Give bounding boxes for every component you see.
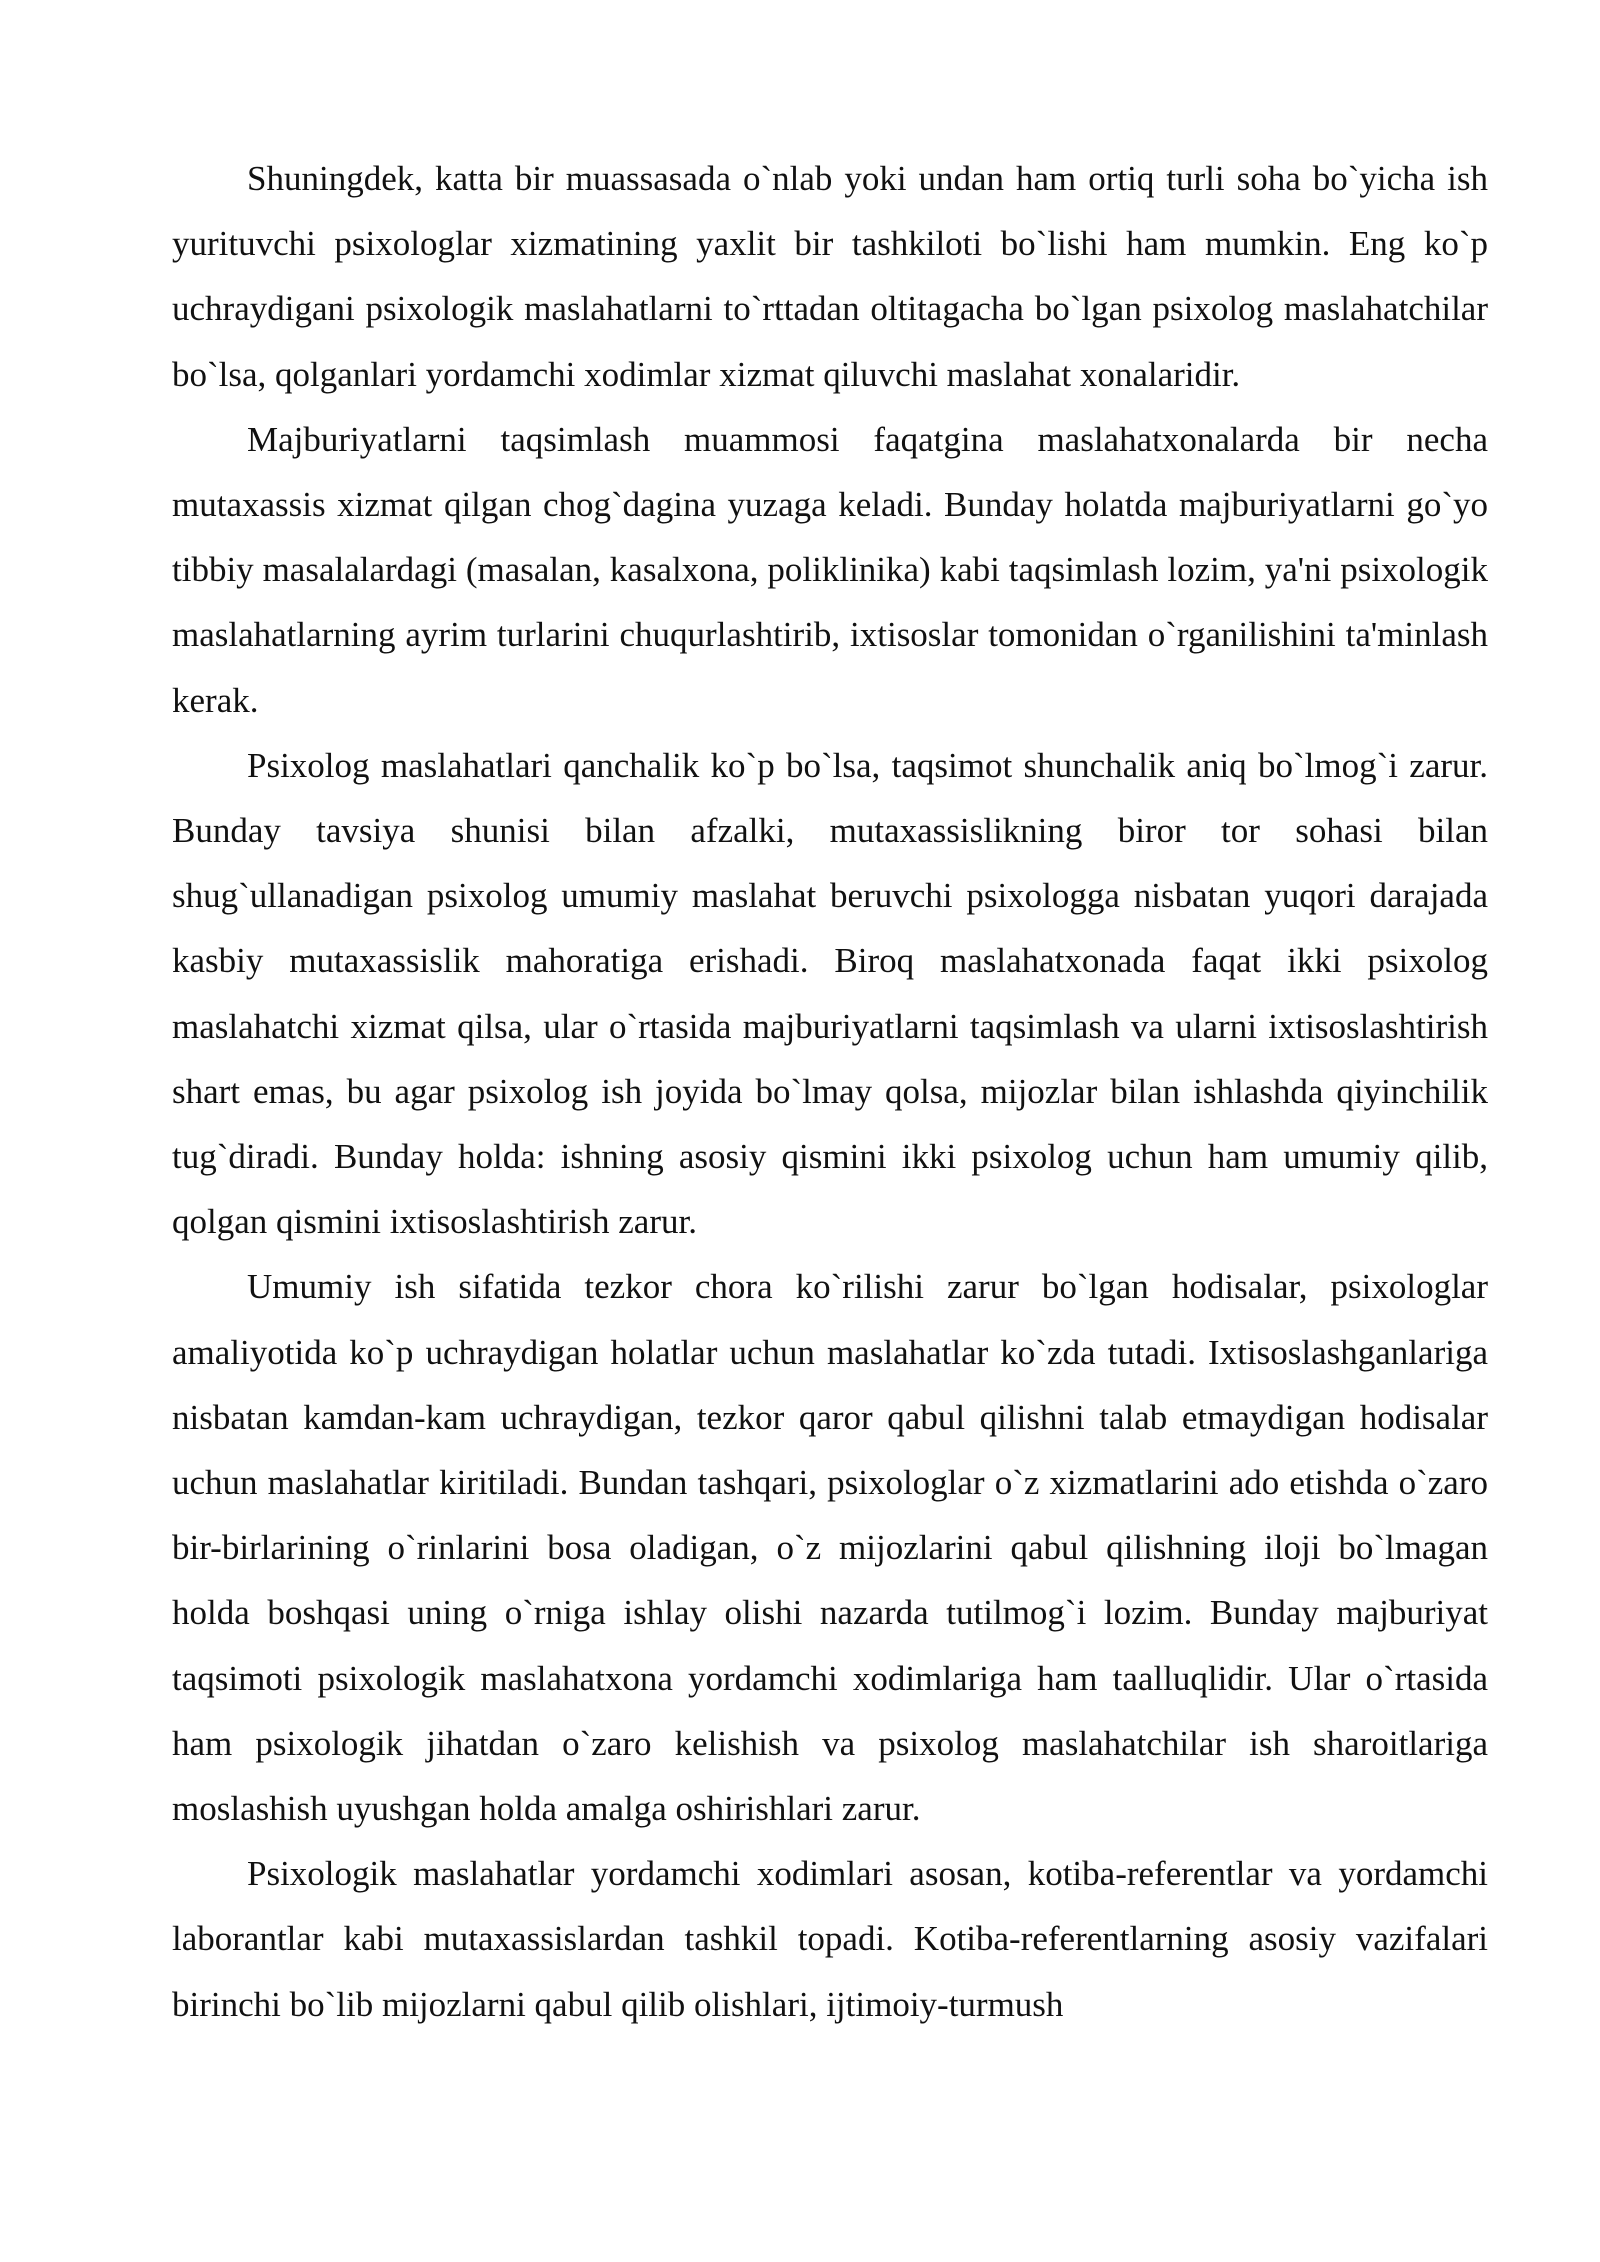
paragraph: Psixolog maslahatlari qanchalik ko`p bo`lsa, taqsimot shunchalik aniq bo`lmog`i zarur. Bunday tavsiya shunisi bilan afzalki, mutaxassislikning biror tor sohasi bilan shug`ullanadigan psixolog umumiy maslahat beruvchi psixologga nisbatan yuqori darajada kasbiy mutaxassislik mahoratiga erishadi. Biroq maslahatxonada faqat ikki psixolog maslahatchi xizmat qilsa, ular o`rtasida majburiyatlarni taqsimlash va ularni ixtisoslashtirish shart emas, bu agar psixolog ish joyida bo`lmay qolsa, mijozlar bilan ishlashda qiyinchilik tug`diradi. Bunday holda: ishning asosiy qismini ikki psixolog uchun ham umumiy qilib, qolgan qismini ixtisoslashtirish zarur. [172,745,1488,1242]
paragraph: Majburiyatlarni taqsimlash muammosi faqatgina maslahatxonalarda bir necha mutaxassis xizmat qilgan chog`dagina yuzaga keladi. Bunday holatda majburiyatlarni go`yo tibbiy masalalardagi (masalan, kasalxona, poliklinika) kabi taqsimlash lozim, ya'ni psixologik maslahatlarning ayrim turlarini chuqurlashtirib, ixtisoslar tomonidan o`rganilishini ta'minlash kerak. [172,419,1488,720]
paragraph: Umumiy ish sifatida tezkor chora ko`rilishi zarur bo`lgan hodisalar, psixologlar amaliyotida ko`p uchraydigan holatlar uchun maslahatlar ko`zda tutadi. Ixtisoslashganlariga nisbatan kamdan-kam uchraydigan, tezkor qaror qabul qilishni talab etmaydigan hodisalar uchun maslahatlar kiritiladi. Bundan tashqari, psixologlar o`z xizmatlarini ado etishda o`zaro bir-birlarining o`rinlarini bosa oladigan, o`z mijozlarini qabul qilishning iloji bo`lmagan holda boshqasi uning o`rniga ishlay olishi nazarda tutilmog`i lozim. Bunday majburiyat taqsimoti psixologik maslahatxona yordamchi xodimlariga ham taalluqlidir. Ular o`rtasida ham psixologik jihatdan o`zaro kelishish va psixolog maslahatchilar ish sharoitlariga moslashish uyushgan holda amalga oshirishlari zarur. [172,1267,1488,1829]
paragraph: Psixologik maslahatlar yordamchi xodimlari asosan, kotiba-referentlar va yordamchi laborantlar kabi mutaxassislardan tashkil topadi. Kotiba-referentlarning asosiy vazifalari birinchi bo`lib mijozlarni qabul qilib olishlari, ijtimoiy-turmush [172,1854,1488,2024]
document-page [172,146,1488,2037]
paragraph: Shuningdek, katta bir muassasada o`nlab yoki undan ham ortiq turli soha bo`yicha ish yurituvchi psixologlar xizmatining yaxlit bir tashkiloti bo`lishi ham mumkin. Eng ko`p uchraydigani psixologik maslahatlarni to`rttadan oltitagacha bo`lgan psixolog maslahatchilar bo`lsa, qolganlari yordamchi xodimlar xizmat qiluvchi maslahat xonalaridir. [172,159,1488,394]
